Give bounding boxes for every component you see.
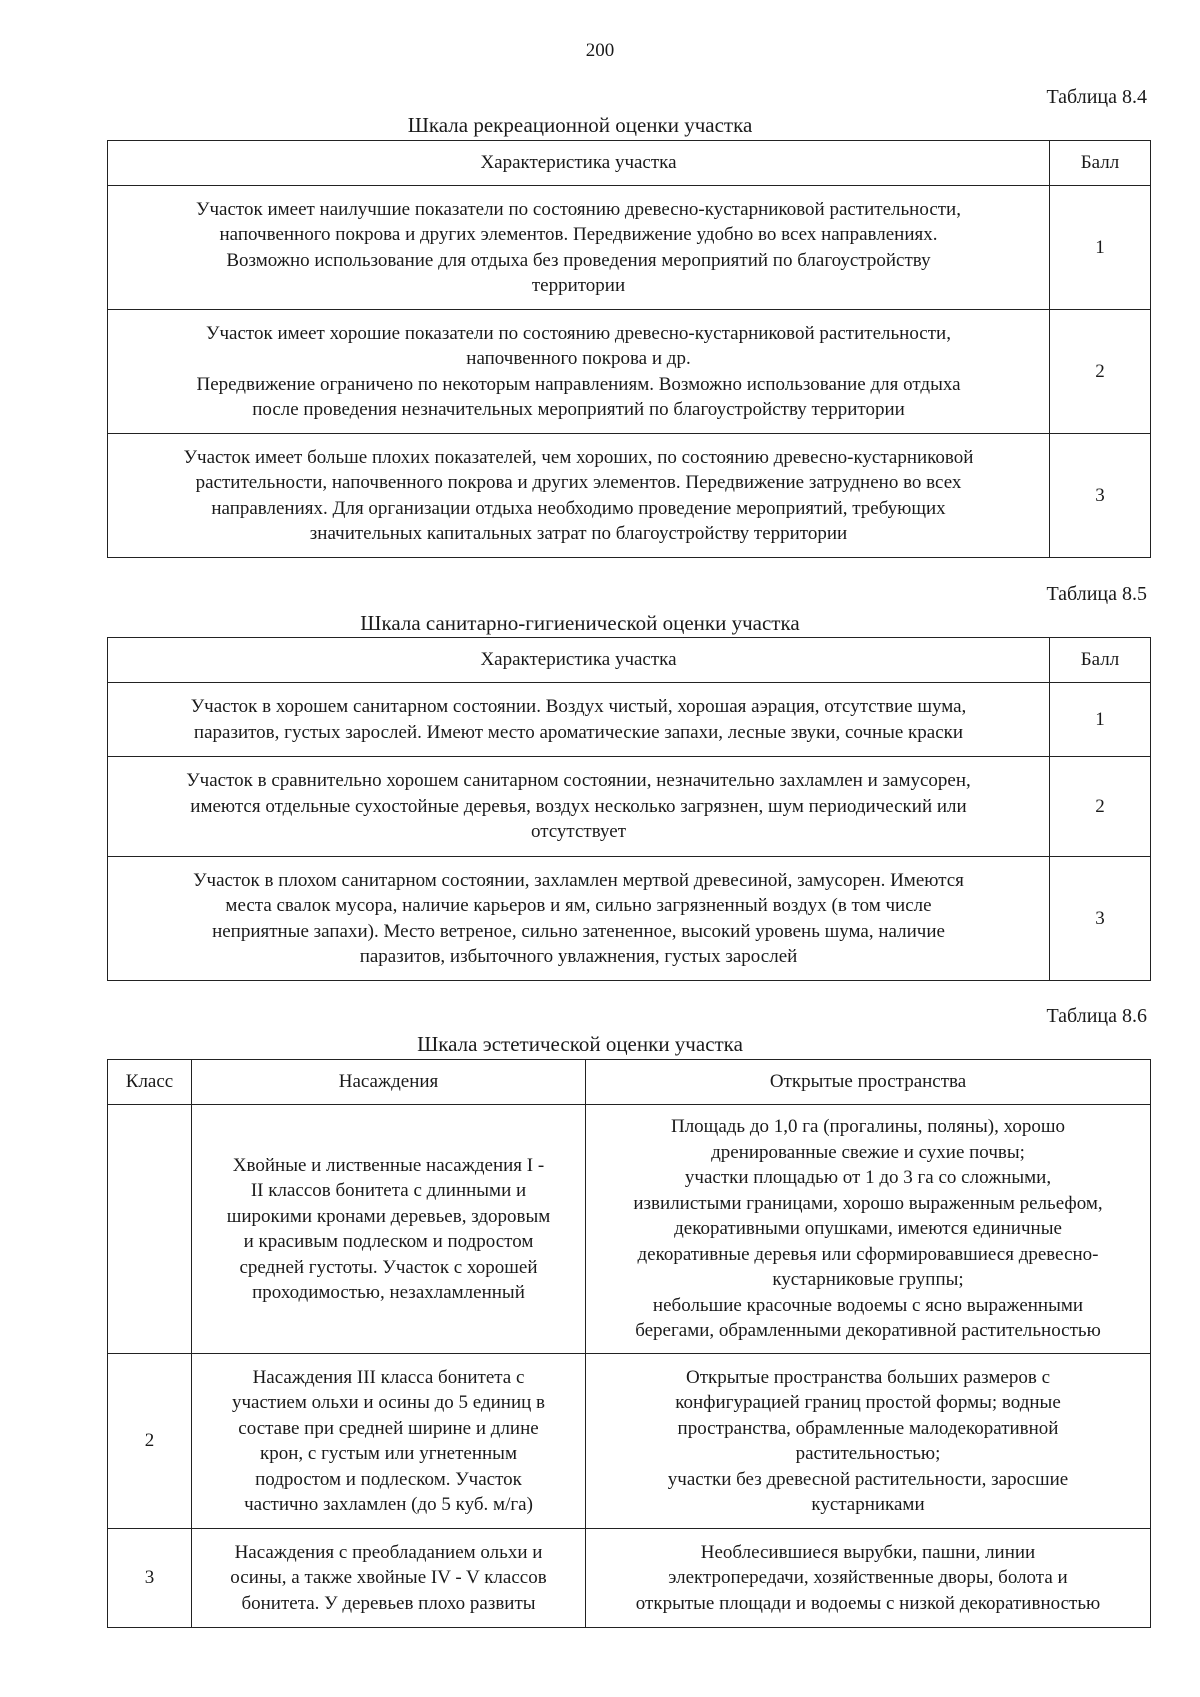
- table-8-4-title: Шкала рекреационной оценки участка: [407, 113, 753, 137]
- table-8-6: [107, 1059, 1151, 1628]
- stands-cell: Насаждения с преобладанием ольхи и осины, а также хвойные IV - V классов бонитета. У деревьев плохо развиты: [192, 1529, 586, 1628]
- characteristic-cell: Участок в плохом санитарном состоянии, захламлен мертвой древесиной, замусорен. Имеются места свалок мусора, наличие карьеров и ям, сильно загрязненный воздух (в том числе неприятные запахи). Место ветреное, сильно затененное, высокий уровень шума, наличие паразитов, избыточного увлажнения, густых зарослей: [108, 857, 1050, 981]
- header-score: Балл: [1050, 638, 1151, 683]
- table-row: [108, 186, 1151, 310]
- table-row: [108, 1529, 1151, 1628]
- table-8-4: [107, 140, 1151, 558]
- table-header-row: [108, 638, 1151, 683]
- score-cell: 3: [1050, 434, 1151, 558]
- header-score: Балл: [1050, 141, 1151, 186]
- characteristic-cell: Участок имеет хорошие показатели по состоянию древесно-кустарниковой растительности, напочвенного покрова и др. Передвижение ограничено по некоторым направлениям. Возможно использование для отдыха после проведения незначительных мероприятий по благоустройству территории: [108, 310, 1050, 434]
- header-class: Класс: [108, 1060, 192, 1105]
- table-8-4-label: Таблица 8.4: [1046, 86, 1147, 108]
- table-header-row: [108, 1060, 1151, 1105]
- stands-cell: Хвойные и лиственные насаждения I - II классов бонитета с длинными и широкими кронами деревьев, здоровым и красивым подлеском и подростом средней густоты. Участок с хорошей проходимостью, незахламленный: [192, 1105, 586, 1354]
- header-characteristic: Характеристика участка: [108, 141, 1050, 186]
- open-spaces-cell: Открытые пространства больших размеров с конфигурацией границ простой формы; водные пространства, обрамленные малодекоративной растительностью; участки без древесной растительности, заросшие кустарниками: [586, 1354, 1151, 1529]
- table-row: [108, 683, 1151, 757]
- class-cell: 2: [108, 1354, 192, 1529]
- header-characteristic: Характеристика участка: [108, 638, 1050, 683]
- open-spaces-cell: Площадь до 1,0 га (прогалины, поляны), хорошо дренированные свежие и сухие почвы; участки площадью от 1 до 3 га со сложными, извилистыми границами, хорошо выраженным рельефом, декоративными опушками, имеются единичные декоративные деревья или сформировавшиеся древесно- кустарниковые группы; небольшие красочные водоемы с ясно выраженными берегами, обрамленными декоративной растительностью: [586, 1105, 1151, 1354]
- header-stands: Насаждения: [192, 1060, 586, 1105]
- table-8-5-title: Шкала санитарно-гигиенической оценки участка: [360, 611, 800, 635]
- score-cell: 2: [1050, 757, 1151, 857]
- table-row: [108, 434, 1151, 558]
- score-cell: 1: [1050, 186, 1151, 310]
- page-number: 200: [585, 40, 615, 61]
- class-cell: 3: [108, 1529, 192, 1628]
- table-row: [108, 757, 1151, 857]
- characteristic-cell: Участок в сравнительно хорошем санитарном состоянии, незначительно захламлен и замусорен, имеются отдельные сухостойные деревья, воздух несколько загрязнен, шум периодический или отсутствует: [108, 757, 1050, 857]
- open-spaces-cell: Необлесившиеся вырубки, пашни, линии электропередачи, хозяйственные дворы, болота и открытые площади и водоемы с низкой декоративностью: [586, 1529, 1151, 1628]
- score-cell: 2: [1050, 310, 1151, 434]
- stands-cell: Насаждения III класса бонитета с участием ольхи и осины до 5 единиц в составе при средней ширине и длине крон, с густым или угнетенным подростом и подлеском. Участок частично захламлен (до 5 куб. м/га): [192, 1354, 586, 1529]
- table-8-5: [107, 637, 1151, 981]
- class-cell: [108, 1105, 192, 1354]
- table-row: [108, 1105, 1151, 1354]
- score-cell: 1: [1050, 683, 1151, 757]
- header-open-spaces: Открытые пространства: [586, 1060, 1151, 1105]
- score-cell: 3: [1050, 857, 1151, 981]
- table-8-5-label: Таблица 8.5: [1046, 583, 1147, 605]
- table-row: [108, 857, 1151, 981]
- table-header-row: [108, 141, 1151, 186]
- table-8-6-title: Шкала эстетической оценки участка: [417, 1032, 743, 1056]
- table-8-6-label: Таблица 8.6: [1046, 1005, 1147, 1027]
- table-row: [108, 1354, 1151, 1529]
- table-row: [108, 310, 1151, 434]
- characteristic-cell: Участок имеет наилучшие показатели по состоянию древесно-кустарниковой растительности, напочвенного покрова и других элементов. Передвижение удобно во всех направлениях. Возможно использование для отдыха без проведения мероприятий по благоустройству территории: [108, 186, 1050, 310]
- characteristic-cell: Участок имеет больше плохих показателей, чем хороших, по состоянию древесно-кустарниковой растительности, напочвенного покрова и других элементов. Передвижение затруднено во всех направлениях. Для организации отдыха необходимо проведение мероприятий, требующих значительных капитальных затрат по благоустройству территории: [108, 434, 1050, 558]
- characteristic-cell: Участок в хорошем санитарном состоянии. Воздух чистый, хорошая аэрация, отсутствие шума, паразитов, густых зарослей. Имеют место ароматические запахи, лесные звуки, сочные краски: [108, 683, 1050, 757]
